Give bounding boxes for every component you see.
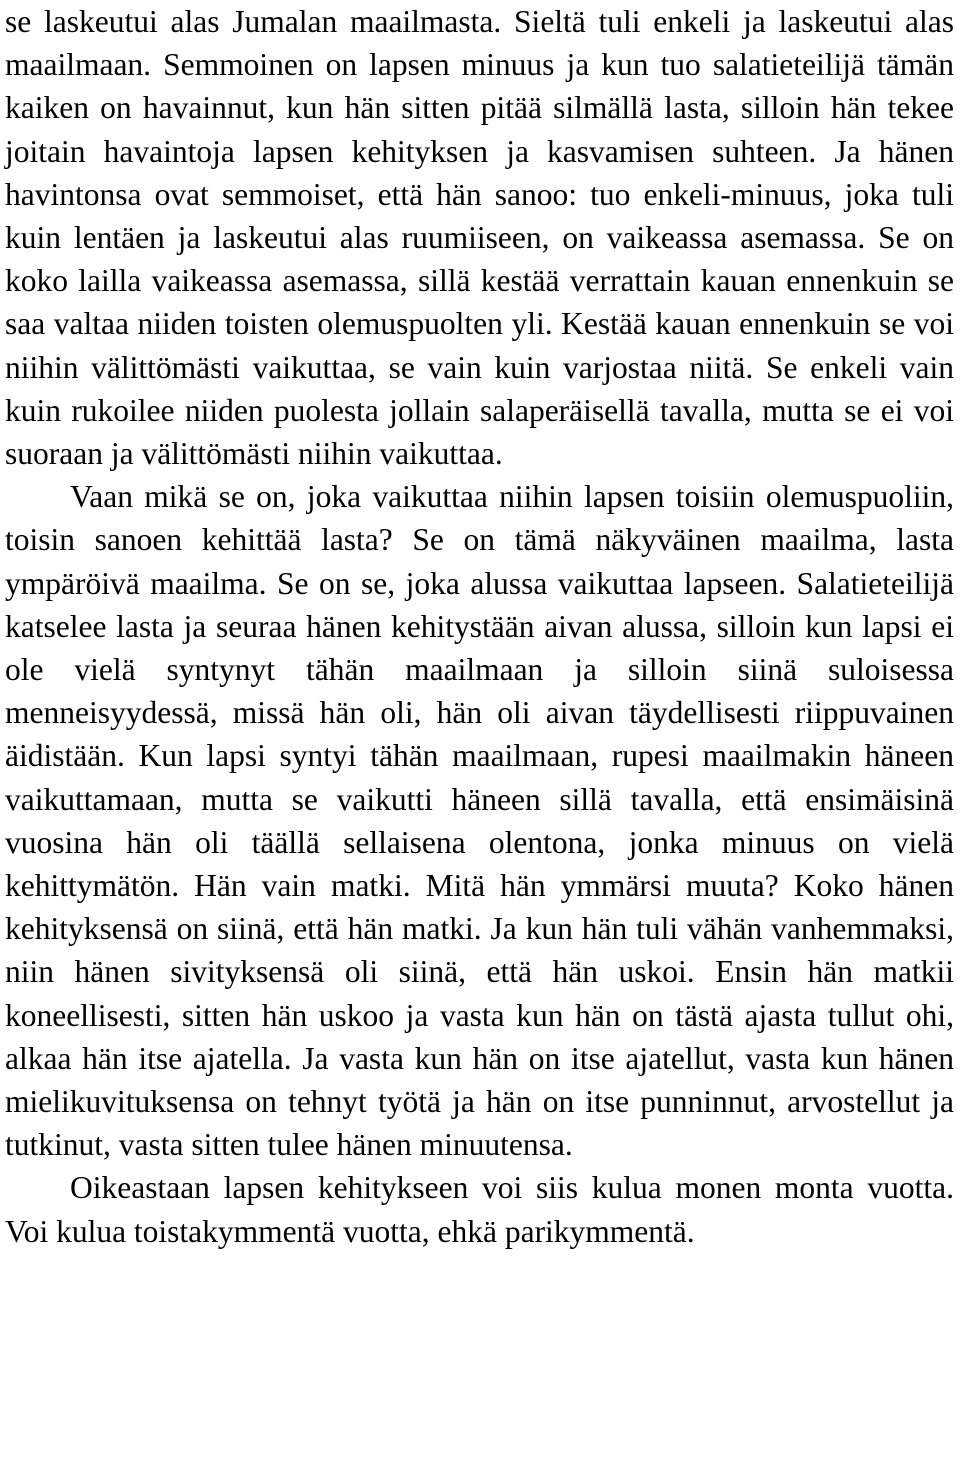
paragraph: Oikeastaan lapsen kehitykseen voi siis kulua monen monta vuotta. Voi kulua toistakymmentä vuotta, ehkä parikymmentä. <box>5 1170 954 1249</box>
paragraph: Vaan mikä se on, joka vaikuttaa niihin lapsen toisiin olemuspuoliin, toisin sanoen kehittää lasta? Se on tämä näkyväinen maailma, lasta ympäröivä maailma. Se on se, joka alussa vaikuttaa lapseen. Salatieteilijä katselee lasta ja seuraa hänen kehitystään aivan alussa, silloin kun lapsi ei ole vielä syntynyt tähän maailmaan ja silloin siinä suloisessa menneisyydessä, missä hän oli, hän oli aivan täydellisesti riippuvainen äidistään. Kun lapsi syntyi tähän maailmaan, rupesi maailmakin häneen vaikuttamaan, mutta se vaikutti häneen sillä tavalla, että ensimäisinä vuosina hän oli täällä sellaisena olentona, jonka minuus on vielä kehittymätön. Hän vain matki. Mitä hän ymmärsi muuta? Koko hänen kehityksensä on siinä, että hän matki. Ja kun hän tuli vähän vanhemmaksi, niin hänen sivityksensä oli siinä, että hän uskoi. Ensin hän matkii koneellisesti, sitten hän uskoo ja vasta kun hän on tästä ajasta tullut ohi, alkaa hän itse ajatella. Ja vasta kun hän on itse ajatellut, vasta kun hänen mielikuvituksensa on tehnyt työtä ja hän on itse punninnut, arvostellut ja tutkinut, vasta sitten tulee hänen minuutensa. <box>5 479 954 1163</box>
paragraph-continuation: se laskeutui alas Jumalan maailmasta. Sieltä tuli enkeli ja laskeutui alas maailmaan. Semmoinen on lapsen minuus ja kun tuo salatieteilijä tämän kaiken on havainnut, kun hän sitten pitää silmällä lasta, silloin hän tekee joitain havaintoja lapsen kehityksen ja kasvamisen suhteen. Ja hänen havintonsa ovat semmoiset, että hän sanoo: tuo enkeli-minuus, joka tuli kuin lentäen ja laskeutui alas ruumiiseen, on vaikeassa asemassa. Se on koko lailla vaikeassa asemassa, sillä kestää verrattain kauan ennenkuin se saa valtaa niiden toisten olemuspuolten yli. Kestää kauan ennenkuin se voi niihin välittömästi vaikuttaa, se vain kuin varjostaa niitä. Se enkeli vain kuin rukoilee niiden puolesta jollain salaperäisellä tavalla, mutta se ei voi suoraan ja välittömästi niihin vaikuttaa. <box>5 4 954 472</box>
